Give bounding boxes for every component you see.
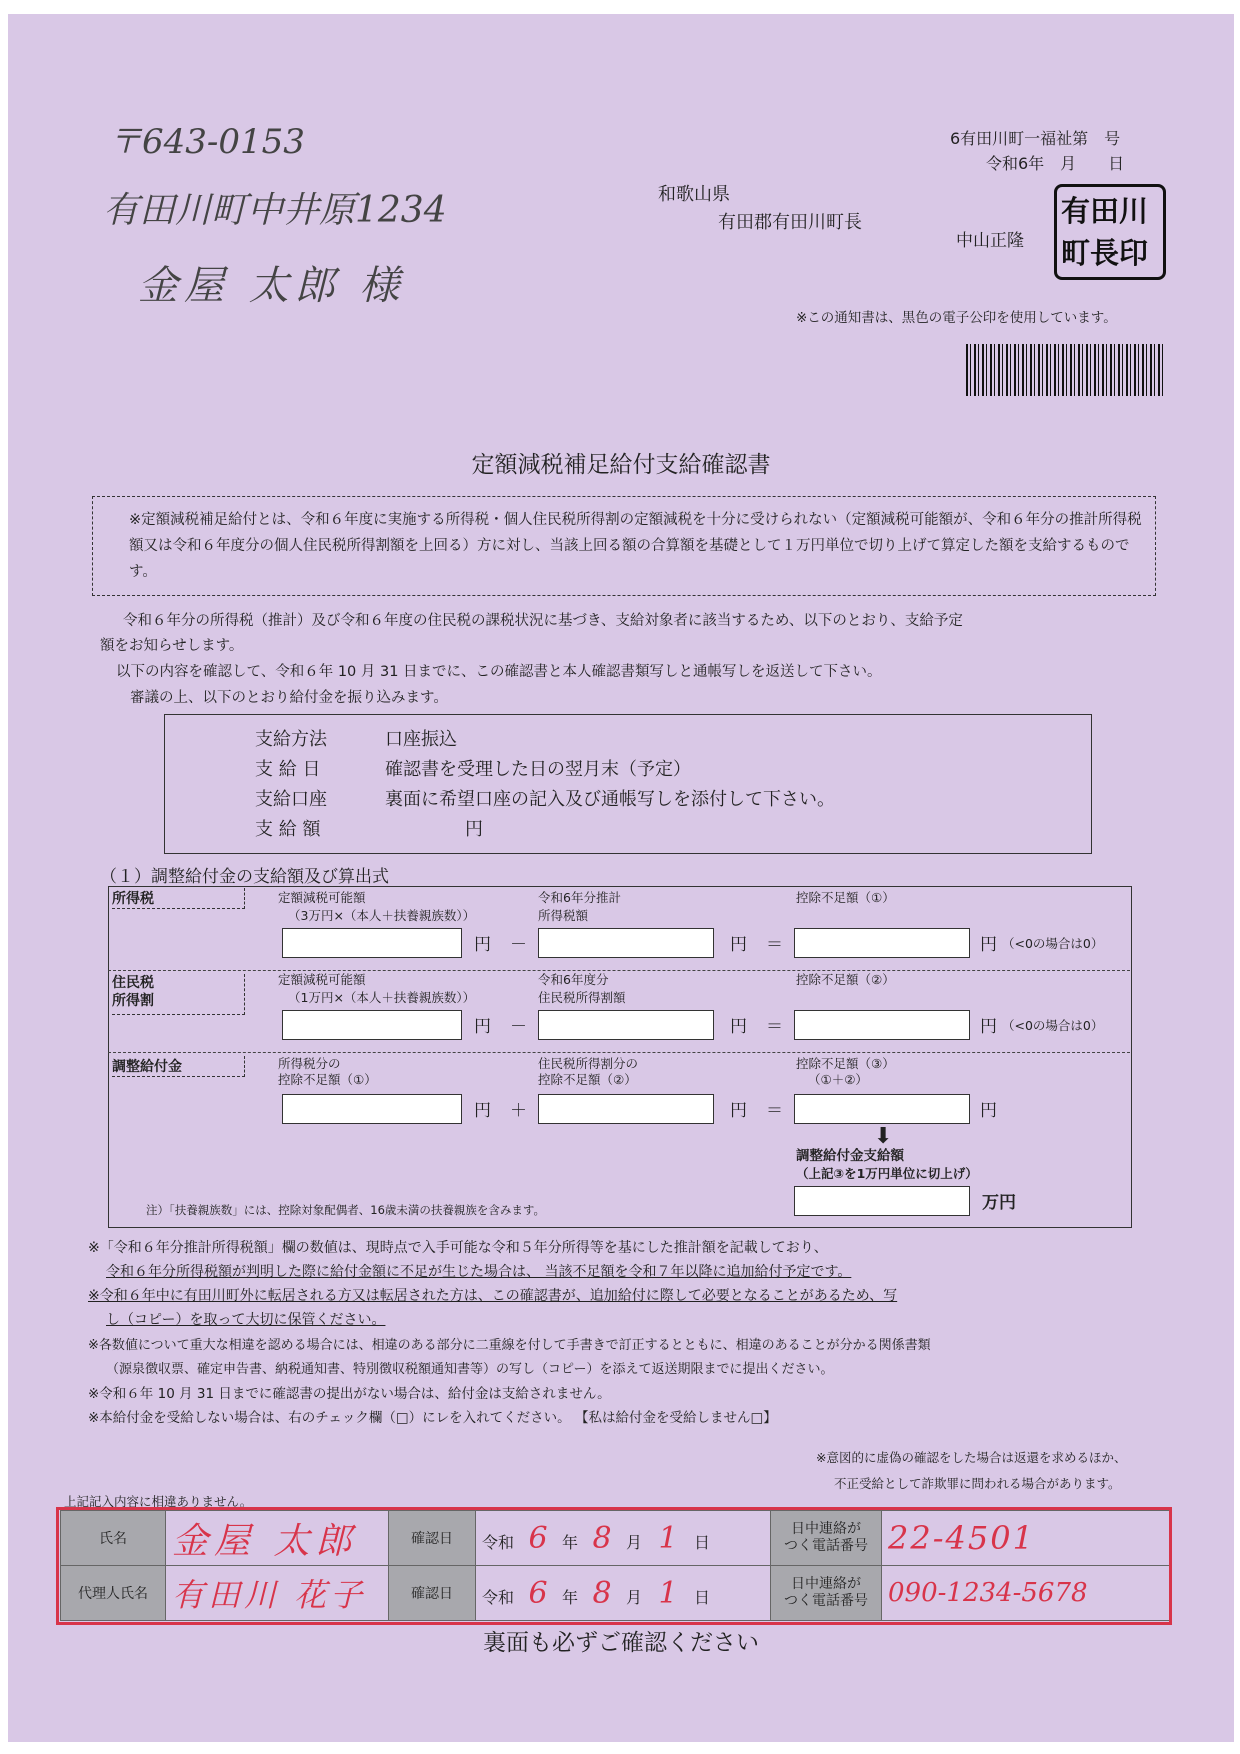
month-value: 8	[592, 1520, 612, 1556]
adjust-col3a: 控除不足額（③）	[796, 1056, 895, 1071]
payment-amount-label: 支 給 額	[255, 819, 321, 840]
minus-sign: －	[510, 935, 527, 955]
confirm-statement: 上記記入内容に相違ありません。	[64, 1494, 253, 1509]
minus-sign: －	[510, 1017, 527, 1037]
resident-tax-input[interactable]	[538, 1010, 714, 1040]
yen-unit: 円	[730, 1101, 747, 1121]
income-tax-label: 所得税	[112, 888, 245, 909]
payment-method-label: 支給方法	[255, 729, 327, 750]
issuer-prefecture: 和歌山県	[658, 184, 730, 205]
calc-heading: （１）調整給付金の支給額及び算出式	[100, 867, 389, 887]
payment-box	[164, 714, 1092, 854]
agent-phone-field[interactable]: 090-1234-5678	[882, 1566, 1170, 1621]
adjust-col2a: 住民税所得割分の	[538, 1056, 639, 1071]
yen-unit: 円	[980, 935, 997, 955]
name-label: 氏名	[61, 1511, 166, 1566]
year-unit: 年	[562, 1587, 579, 1607]
resident-tax-label-a: 住民税	[112, 975, 154, 991]
payment-date-label: 支 給 日	[255, 759, 321, 780]
intro-p1b: 額をお知らせします。	[100, 638, 244, 654]
recipient-name: 金屋 太郎 様	[138, 263, 406, 309]
divider	[108, 970, 1130, 971]
agent-name-label: 代理人氏名	[61, 1566, 166, 1621]
adjust-col1a: 所得税分の	[278, 1056, 341, 1071]
note-4: ※令和６年 10 月 31 日までに確認書の提出がない場合は、給付金は支給されません。	[88, 1386, 611, 1402]
recipient-postal: 〒643-0153	[108, 122, 305, 162]
intro-p2: 以下の内容を確認して、令和６年 10 月 31 日までに、この確認書と本人確認書類写しと通帳写しを返送して下さい。	[116, 664, 882, 680]
adjust-col2b: 控除不足額（②）	[538, 1072, 637, 1087]
definition-box	[92, 496, 1156, 596]
yen-unit: 円	[730, 935, 747, 955]
yen-unit: 円	[474, 1017, 491, 1037]
equals-sign: ＝	[766, 935, 783, 955]
issuer-title: 有田郡有田川町長	[718, 212, 862, 233]
note-2b: し（コピー）を取って大切に保管ください。	[106, 1312, 386, 1328]
phone-label-b: つく電話番号	[784, 1538, 868, 1554]
resident-col2b: 住民税所得割額	[538, 990, 626, 1005]
era-label: 令和	[482, 1587, 515, 1607]
resident-shortfall-input[interactable]	[794, 1010, 970, 1040]
final-sublabel: （上記③を1万円単位に切上げ）	[796, 1166, 978, 1181]
income-col2a: 令和6年分推計	[538, 890, 621, 905]
man-yen-unit: 万円	[982, 1193, 1016, 1213]
adjust-total-input[interactable]	[794, 1094, 970, 1124]
intro-p1a: 令和６年分の所得税（推計）及び令和６年度の住民税の課税状況に基づき、支給対象者に該当するため、以下のとおり、支給予定	[123, 613, 963, 629]
phone-label-a: 日中連絡が	[791, 1576, 861, 1592]
barcode	[966, 344, 1166, 396]
warning-b: 不正受給として詐欺罪に問われる場合があります。	[834, 1476, 1121, 1491]
seal-note: ※この通知書は、黒色の電子公印を使用しています。	[796, 310, 1117, 326]
plus-sign: ＋	[510, 1101, 527, 1121]
payment-account-label: 支給口座	[255, 789, 327, 810]
year-value: 6	[528, 1575, 548, 1611]
year-value: 6	[528, 1520, 548, 1556]
resident-deduction-input[interactable]	[282, 1010, 462, 1040]
definition-text: ※定額減税補足給付とは、令和６年度に実施する所得税・個人住民税所得割の定額減税を十分に受けられない（定額減税可能額が、令和６年分の推計所得税額又は令和６年度分の個人住民税所得割額を上回る）方に対し、当該上回る額の合算額を基礎として１万円単位で切り上げて算定した額を支給するものです。	[129, 512, 1142, 580]
phone-field[interactable]: 22-4501	[882, 1511, 1170, 1566]
year-unit: 年	[562, 1532, 579, 1552]
footer-note: 裏面も必ずご確認ください	[483, 1630, 759, 1656]
income-col2b: 所得税額	[538, 908, 589, 923]
income-note: （<0の場合は0）	[1002, 936, 1104, 951]
income-col1a: 定額減税可能額	[278, 890, 366, 905]
month-value: 8	[592, 1575, 612, 1611]
equals-sign: ＝	[766, 1101, 783, 1121]
note-5: ※本給付金を受給しない場合は、右のチェック欄（□）にレを入れてください。 【私は給付金を受給しません□】	[88, 1410, 777, 1426]
income-shortfall-input[interactable]	[794, 928, 970, 958]
calc-footnote: 注）「扶養親族数」には、控除対象配偶者、16歳未満の扶養親族を含みます。	[146, 1203, 545, 1217]
official-seal: 有田川町長印	[1054, 184, 1166, 280]
income-col3: 控除不足額（①）	[796, 890, 895, 905]
note-1b: 令和６年分所得税額が判明した際に給付金額に不足が生じた場合は、 当該不足額を令和７年以降に追加給付予定です。	[106, 1264, 852, 1280]
phone-label-a: 日中連絡が	[791, 1521, 861, 1537]
note-2a: ※令和６年中に有田川町外に転居される方又は転居された方は、この確認書が、追加給付に際して必要となることがあるため、写	[88, 1288, 898, 1304]
resident-tax-label-b: 所得割	[112, 993, 154, 1009]
final-amount-input[interactable]	[794, 1186, 970, 1216]
yen-unit: 円	[474, 935, 491, 955]
issue-date: 令和6年 月 日	[986, 154, 1125, 173]
payment-method-value: 口座振込	[385, 729, 457, 750]
payment-amount-value: 円	[465, 819, 483, 840]
resident-note: （<0の場合は0）	[1002, 1018, 1104, 1033]
yen-unit: 円	[730, 1017, 747, 1037]
resident-col1b: （1万円×（本人＋扶養親族数））	[288, 990, 476, 1005]
resident-col2a: 令和6年度分	[538, 972, 609, 987]
document-sheet	[8, 14, 1234, 1742]
doc-number: 6有田川町一福祉第 号	[950, 129, 1121, 148]
day-unit: 日	[694, 1587, 711, 1607]
resident-col3: 控除不足額（②）	[796, 972, 895, 987]
month-unit: 月	[626, 1587, 643, 1607]
adjust-col1b: 控除不足額（①）	[278, 1072, 377, 1087]
payment-date-value: 確認書を受理した日の翌月末（予定）	[385, 759, 691, 780]
name-field[interactable]: 金屋 太郎	[166, 1511, 389, 1566]
adjust-label: 調整給付金	[112, 1056, 245, 1077]
divider	[108, 1052, 1130, 1053]
month-unit: 月	[626, 1532, 643, 1552]
adjust-income-input[interactable]	[282, 1094, 462, 1124]
day-unit: 日	[694, 1532, 711, 1552]
intro-p3: 審議の上、以下のとおり給付金を振り込みます。	[130, 690, 448, 706]
agent-name-field[interactable]: 有田川 花子	[166, 1566, 389, 1621]
yen-unit: 円	[474, 1101, 491, 1121]
resident-col1a: 定額減税可能額	[278, 972, 366, 987]
resident-tax-label	[112, 974, 245, 1015]
note-1a: ※「令和６年分推計所得税額」欄の数値は、現時点で入手可能な令和５年分所得等を基にした推計額を記載しており、	[88, 1240, 828, 1256]
adjust-resident-input[interactable]	[538, 1094, 714, 1124]
date-label: 確認日	[389, 1511, 476, 1566]
red-highlight-border	[56, 1507, 1172, 1625]
income-col1b: （3万円×（本人＋扶養親族数））	[288, 908, 476, 923]
document-title: 定額減税補足給付支給確認書	[471, 452, 771, 478]
income-estimated-tax-input[interactable]	[538, 928, 714, 958]
issuer-mayor: 中山正隆	[956, 231, 1024, 251]
yen-unit: 円	[980, 1017, 997, 1037]
income-deduction-input[interactable]	[282, 928, 462, 958]
down-arrow-icon: ⬇	[874, 1124, 893, 1149]
day-value: 1	[658, 1520, 678, 1556]
note-3a: ※各数値について重大な相違を認める場合には、相違のある部分に二重線を付して手書きで訂正するとともに、相違のあることが分かる関係書類	[88, 1338, 931, 1353]
note-3b: （源泉徴収票、確定申告書、納税通知書、特別徴収税額通知書等）の写し（コピー）を添えて返送期限までに提出ください。	[106, 1362, 834, 1377]
equals-sign: ＝	[766, 1017, 783, 1037]
recipient-address: 有田川町中井原1234	[103, 190, 447, 231]
payment-account-value: 裏面に希望口座の記入及び通帳写しを添付して下さい。	[385, 789, 835, 810]
adjust-col3b: （①＋②）	[808, 1072, 868, 1087]
yen-unit: 円	[980, 1101, 997, 1121]
phone-label-b: つく電話番号	[784, 1593, 868, 1609]
day-value: 1	[658, 1575, 678, 1611]
warning-a: ※意図的に虚偽の確認をした場合は返還を求めるほか、	[816, 1450, 1127, 1465]
date-label: 確認日	[389, 1566, 476, 1621]
era-label: 令和	[482, 1532, 515, 1552]
final-label: 調整給付金支給額	[796, 1148, 904, 1164]
